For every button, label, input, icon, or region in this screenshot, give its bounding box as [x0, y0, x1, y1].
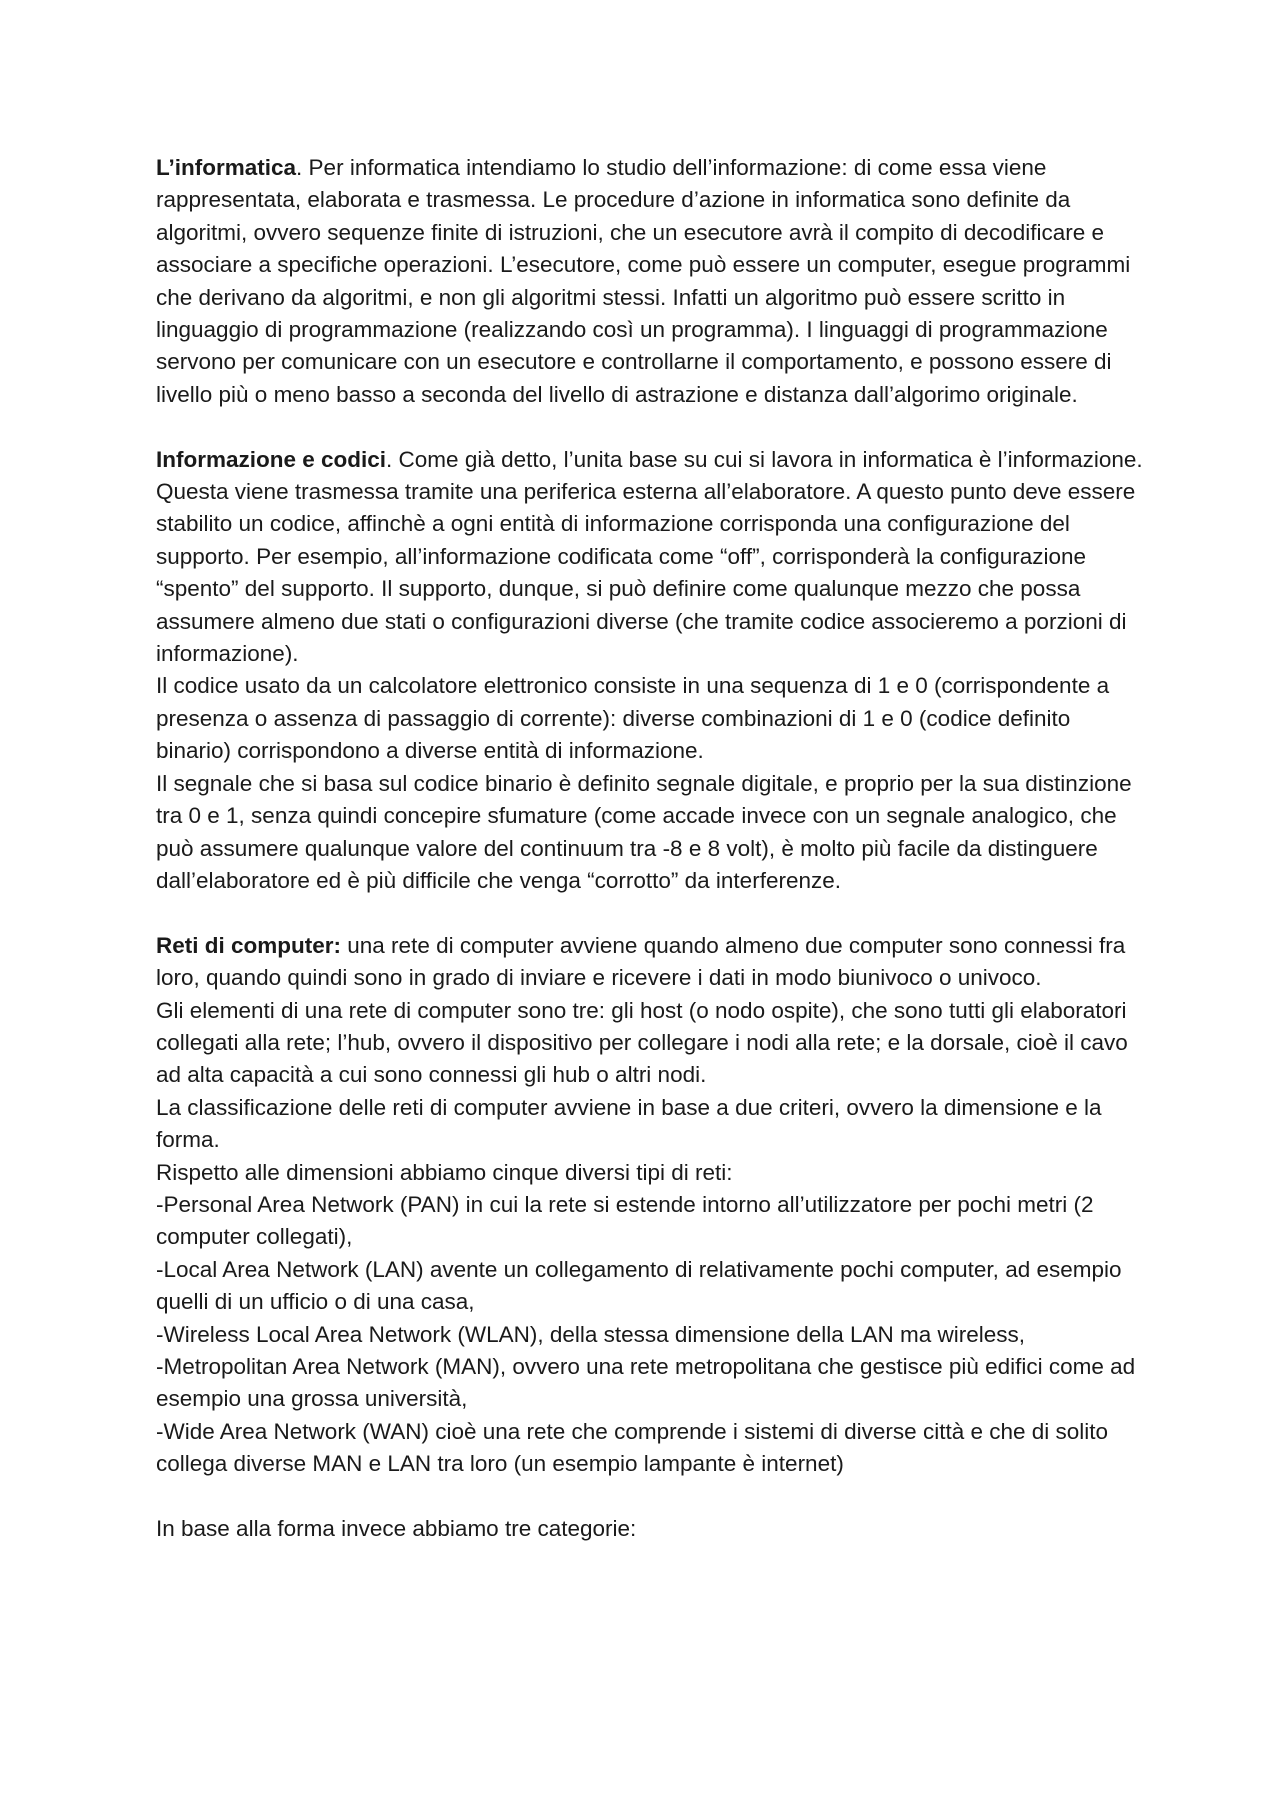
paragraph-text: . Per informatica intendiamo lo studio dell’informazione: di come essa viene rappresentata, elaborata e trasmessa. Le procedure d’azione in informatica sono definite da algoritmi, ovvero sequenze finite di istruzioni, che un esecutore avrà il compito di decodificare e associare a specifiche operazioni. L’esecutore, come può essere un computer, esegue programmi che derivano da algoritmi, e non gli algoritmi stessi. Infatti un algoritmo può essere scritto in linguaggio di programmazione (realizzando così un programma). I linguaggi di programmazione servono per comunicare con un esecutore e controllarne il comportamento, e possono essere di livello più o meno basso a seconda del livello di astrazione e distanza dall’algorimo originale. [156, 155, 1131, 407]
paragraph [156, 1513, 1146, 1545]
paragraph [156, 1351, 1146, 1416]
paragraph-text: In base alla forma invece abbiamo tre categorie: [156, 1516, 637, 1542]
paragraph [156, 995, 1146, 1092]
paragraph-text: -Personal Area Network (PAN) in cui la rete si estende intorno all’utilizzatore per pochi metri (2 computer collegati), [156, 1191, 1094, 1250]
paragraph-text: Gli elementi di una rete di computer sono tre: gli host (o nodo ospite), che sono tutti gli elaboratori collegati alla rete; l’hub, ovvero il dispositivo per collegare i nodi alla rete; e la dorsale, cioè il cavo ad alta capacità a cui sono connessi gli hub o altri nodi. [156, 997, 1128, 1088]
paragraph [156, 1092, 1146, 1157]
document-page [156, 152, 1146, 1545]
paragraph-text: -Metropolitan Area Network (MAN), ovvero una rete metropolitana che gestisce più edifici come ad esempio una grossa università, [156, 1354, 1136, 1412]
paragraph-text: . Come già detto, l’unita base su cui si lavora in informatica è l’informazione. Questa viene trasmessa tramite una periferica esterna all’elaboratore. A questo punto deve essere stabilito un codice, affinchè a ogni entità di informazione corrisponda una configurazione del supporto. Per esempio, all’informazione codificata come “off”, corrisponderà la configurazione “spento” del supporto. Il supporto, dunque, si può definire come qualunque mezzo che possa assumere almeno due stati o configurazioni diverse (che tramite codice associeremo a porzioni di informazione). [156, 446, 1143, 667]
paragraph-text: Il codice usato da un calcolatore elettronico consiste in una sequenza di 1 e 0 (corrispondente a presenza o assenza di passaggio di corrente): diverse combinazioni di 1 e 0 (codice definito binario) corrispondono a diverse entità di informazione. [156, 673, 1110, 764]
section [156, 930, 1146, 1481]
paragraph-text: -Local Area Network (LAN) avente un collegamento di relativamente pochi computer, ad esempio quelli di un ufficio o di una casa, [156, 1256, 1122, 1315]
paragraph [156, 152, 1146, 411]
paragraph [156, 1157, 1146, 1189]
paragraph [156, 768, 1146, 898]
paragraph [156, 670, 1146, 767]
paragraph-text: -Wide Area Network (WAN) cioè una rete che comprende i sistemi di diverse città e che di solito collega diverse MAN e LAN tra loro (un esempio lampante è internet) [156, 1418, 1109, 1477]
paragraph [156, 1319, 1146, 1351]
section [156, 1513, 1146, 1545]
section [156, 152, 1146, 411]
paragraph [156, 930, 1146, 995]
paragraph [156, 1254, 1146, 1319]
section-heading: L’informatica [156, 155, 297, 180]
section-heading: Reti di computer: [156, 932, 342, 958]
paragraph [156, 444, 1146, 671]
section [156, 444, 1146, 898]
paragraph-text: -Wireless Local Area Network (WLAN), della stessa dimensione della LAN ma wireless, [156, 1321, 1026, 1347]
paragraph-text: una rete di computer avviene quando almeno due computer sono connessi fra loro, quando quindi sono in grado di inviare e ricevere i dati in modo biunivoco o univoco. [156, 932, 1126, 991]
section-heading: Informazione e codici [156, 446, 387, 472]
paragraph [156, 1416, 1146, 1481]
paragraph-text: La classificazione delle reti di computer avviene in base a due criteri, ovvero la dimensione e la forma. [156, 1094, 1102, 1153]
paragraph [156, 1189, 1146, 1254]
paragraph-text: Rispetto alle dimensioni abbiamo cinque diversi tipi di reti: [156, 1159, 733, 1185]
paragraph-text: Il segnale che si basa sul codice binario è definito segnale digitale, e proprio per la sua distinzione tra 0 e 1, senza quindi concepire sfumature (come accade invece con un segnale analogico, che può assumere qualunque valore del continuum tra -8 e 8 volt), è molto più facile da distinguere dall’elaboratore ed è più difficile che venga “corrotto” da interferenze. [156, 770, 1132, 893]
